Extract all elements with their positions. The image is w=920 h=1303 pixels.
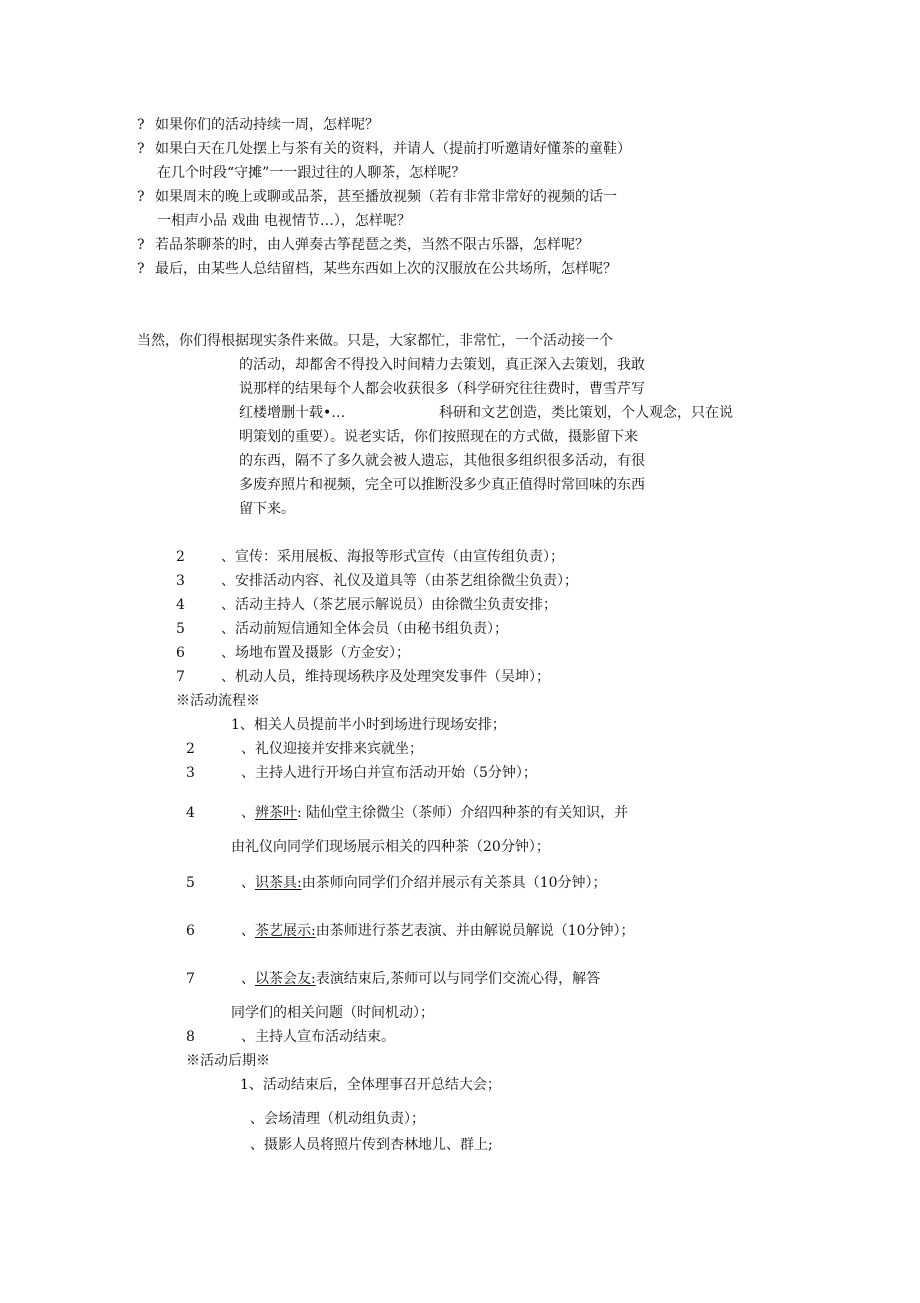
flow-step-text: : 陆仙堂主徐微尘（茶师）介绍四种茶的有关知识，并 bbox=[297, 805, 629, 821]
question-text: 一相声小品 戏曲 电视情节…），怎样呢？ bbox=[157, 213, 411, 229]
task-number: 5 bbox=[176, 621, 185, 637]
flow-step-text: 表演结束后,茶师可以与同学们交流心得，解答 bbox=[315, 971, 601, 987]
question-text: 若品茶聊茶的时，由人弹奏古筝琵琶之类，当然不限古乐器，怎样呢？ bbox=[154, 237, 589, 253]
paragraph-first-line: 当然，你们得根据现实条件来做。只是，大家都忙，非常忙，一个活动接一个 bbox=[137, 333, 613, 349]
flow-step-number: 2 bbox=[186, 741, 195, 757]
question-line bbox=[157, 164, 465, 182]
question-mark: ? bbox=[137, 141, 145, 157]
flow-step-text: 由茶师进行茶艺表演、并由解说员解说（10分钟）； bbox=[315, 923, 635, 939]
question-line bbox=[137, 140, 631, 158]
question-mark: ? bbox=[137, 261, 145, 277]
post-item: 、会场清理（机动组负责）； bbox=[250, 1111, 425, 1127]
flow-step-text: 、主持人进行开场白并宣布活动开始（5分钟）； bbox=[241, 765, 537, 781]
question-line bbox=[157, 212, 411, 230]
paragraph-line: 的东西，隔不了多久就会被人遗忘，其他很多组织很多活动，有很 bbox=[239, 453, 645, 469]
question-mark: ? bbox=[137, 237, 145, 253]
paragraph-line: 的活动，却都舍不得投入时间精力去策划，真正深入去策划，我敢 bbox=[239, 357, 645, 373]
question-text: 如果白天在几处摆上与茶有关的资料，并请人（提前打听邀请好懂茶的童鞋） bbox=[154, 141, 631, 157]
paragraph-line: 红楼增删十载•… bbox=[239, 405, 346, 421]
flow-heading: ※活动流程※ bbox=[176, 693, 260, 709]
task-number: 2 bbox=[176, 549, 185, 565]
flow-step-continuation: 同学们的相关问题（时间机动）； bbox=[231, 1005, 434, 1021]
flow-step-line bbox=[241, 922, 635, 940]
flow-step-text: 由茶师向同学们介绍并展示有关茶具（10分钟）； bbox=[301, 875, 607, 891]
question-line bbox=[137, 260, 617, 278]
paragraph-line: 留下来。 bbox=[239, 501, 295, 517]
task-text: 、活动前短信通知全体会员（由秘书组负责）； bbox=[221, 621, 508, 637]
question-mark: ? bbox=[137, 189, 145, 205]
flow-step-line bbox=[241, 804, 628, 822]
paragraph-line: 说那样的结果每个人都会收获很多（科学研究往往费时，曹雪芹写 bbox=[239, 381, 645, 397]
flow-step-label: 茶艺展示: bbox=[255, 923, 316, 939]
post-step-1: 1、活动结束后，全体理事召开总结大会； bbox=[240, 1077, 501, 1093]
flow-step-label: 识茶具: bbox=[255, 875, 302, 891]
post-heading: ※活动后期※ bbox=[186, 1053, 270, 1069]
flow-step-number: 4 bbox=[186, 805, 195, 821]
flow-step-number: 6 bbox=[186, 923, 195, 939]
question-text: 最后，由某些人总结留档，某些东西如上次的汉服放在公共场所，怎样呢？ bbox=[154, 261, 617, 277]
flow-step-prefix: 、 bbox=[241, 971, 255, 987]
flow-step-prefix: 、 bbox=[241, 875, 255, 891]
flow-step-number: 7 bbox=[186, 971, 195, 987]
question-mark: ? bbox=[137, 117, 145, 133]
flow-step-prefix: 、 bbox=[241, 805, 255, 821]
task-text: 、安排活动内容、礼仪及道具等（由茶艺组徐微尘负责）； bbox=[221, 573, 578, 589]
flow-step-number: 5 bbox=[186, 875, 195, 891]
task-number: 4 bbox=[176, 597, 185, 613]
flow-step-line bbox=[241, 874, 607, 892]
flow-step-label: 辨茶叶 bbox=[255, 805, 297, 821]
paragraph-line: 科研和文艺创造，类比策划，个人观念，只在说 bbox=[439, 405, 733, 421]
question-line bbox=[137, 236, 589, 254]
flow-step-label: 以茶会友: bbox=[255, 971, 316, 987]
question-text: 如果你们的活动持续一周，怎样呢？ bbox=[154, 117, 379, 133]
flow-step-line bbox=[241, 970, 600, 988]
flow-step-number: 3 bbox=[186, 765, 195, 781]
question-text: 如果周末的晚上或聊或品茶，甚至播放视频（若有非常非常好的视频的话一 bbox=[154, 189, 617, 205]
task-text: 、场地布置及摄影（方金安）； bbox=[221, 645, 410, 661]
question-line bbox=[137, 188, 617, 206]
paragraph-line: 多废弃照片和视频，完全可以推断没多少真正值得时常回味的东西 bbox=[239, 477, 645, 493]
task-text: 、机动人员，维持现场秩序及处理突发事件（吴坤）； bbox=[221, 669, 550, 685]
flow-step-prefix: 、 bbox=[241, 923, 255, 939]
question-text: 在几个时段“守摊”一一跟过往的人聊茶，怎样呢？ bbox=[157, 165, 466, 181]
post-item: 、摄影人员将照片传到杏林地儿、群上; bbox=[250, 1137, 493, 1153]
flow-step-text: 、主持人宣布活动结束。 bbox=[241, 1029, 395, 1045]
flow-step-number: 8 bbox=[186, 1029, 195, 1045]
flow-step-continuation: 由礼仪向同学们现场展示相关的四种茶（20分钟）； bbox=[231, 839, 550, 855]
task-number: 6 bbox=[176, 645, 185, 661]
task-text: 、宣传：采用展板、海报等形式宣传（由宣传组负责）； bbox=[221, 549, 564, 565]
task-number: 3 bbox=[176, 573, 185, 589]
flow-step-text: 、礼仪迎接并安排来宾就坐； bbox=[241, 741, 423, 757]
paragraph-line: 明策划的重要）。说老实话，你们按照现在的方式做，摄影留下来 bbox=[239, 429, 638, 445]
question-line bbox=[137, 116, 379, 134]
task-number: 7 bbox=[176, 669, 185, 685]
task-text: 、活动主持人（茶艺展示解说员）由徐微尘负责安排； bbox=[221, 597, 557, 613]
flow-step-1: 1、相关人员提前半小时到场进行现场安排； bbox=[231, 717, 506, 733]
